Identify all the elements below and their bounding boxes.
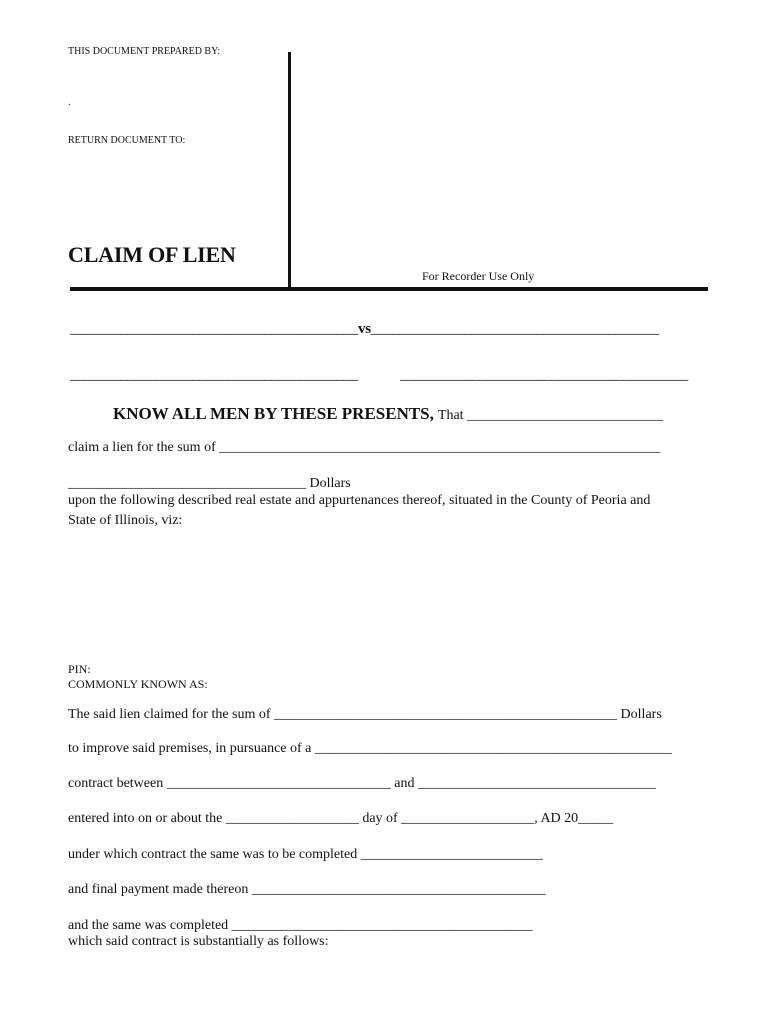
- substantially-line: which said contract is substantially as follows:: [68, 934, 329, 949]
- know-all-heading: KNOW ALL MEN BY THESE PRESENTS,: [113, 404, 434, 423]
- header-vertical-divider: [288, 52, 291, 287]
- prepared-by-label: THIS DOCUMENT PREPARED BY:: [68, 46, 221, 57]
- party-line-2-right[interactable]: ________________________________________: [400, 367, 689, 383]
- property-line-2: State of Illinois, viz:: [68, 513, 183, 528]
- completed-by-line[interactable]: under which contract the same was to be completed __________________________: [68, 847, 543, 862]
- party-2-blank[interactable]: ________________________________________: [370, 321, 659, 337]
- claim-sum-line[interactable]: claim a lien for the sum of _______________________________________________________________: [68, 440, 661, 455]
- final-payment-line[interactable]: and final payment made thereon __________________________________________: [68, 882, 546, 897]
- vs-label: vs: [358, 321, 371, 337]
- contract-between-line[interactable]: contract between ________________________________ and __________________________________: [68, 776, 656, 791]
- know-all-line: [113, 404, 663, 424]
- that-blank[interactable]: That ____________________________: [437, 408, 664, 423]
- said-lien-line[interactable]: The said lien claimed for the sum of _________________________________________________ Dollars: [68, 707, 662, 722]
- property-line-1: upon the following described real estate and appurtenances thereof, situated in the County of Peoria and: [68, 493, 651, 508]
- same-completed-line[interactable]: and the same was completed ___________________________________________: [68, 918, 533, 933]
- pin-label: PIN:: [68, 662, 91, 676]
- document-title: CLAIM OF LIEN: [68, 242, 236, 267]
- return-to-label: RETURN DOCUMENT TO:: [68, 135, 186, 146]
- party-line-1: [70, 321, 659, 338]
- recorder-use-label: For Recorder Use Only: [422, 269, 535, 283]
- improve-line[interactable]: to improve said premises, in pursuance of a ___________________________________________________: [68, 741, 672, 756]
- header-horizontal-rule: [70, 287, 708, 291]
- party-1-blank[interactable]: ________________________________________: [70, 321, 359, 337]
- prepared-by-dot: .: [68, 97, 71, 108]
- commonly-known-label: COMMONLY KNOWN AS:: [68, 677, 208, 691]
- entered-into-line[interactable]: entered into on or about the ___________________ day of ___________________, AD 20_____: [68, 811, 614, 826]
- party-line-2-left[interactable]: ________________________________________: [70, 367, 359, 383]
- dollars-line[interactable]: __________________________________ Dollars: [68, 476, 351, 491]
